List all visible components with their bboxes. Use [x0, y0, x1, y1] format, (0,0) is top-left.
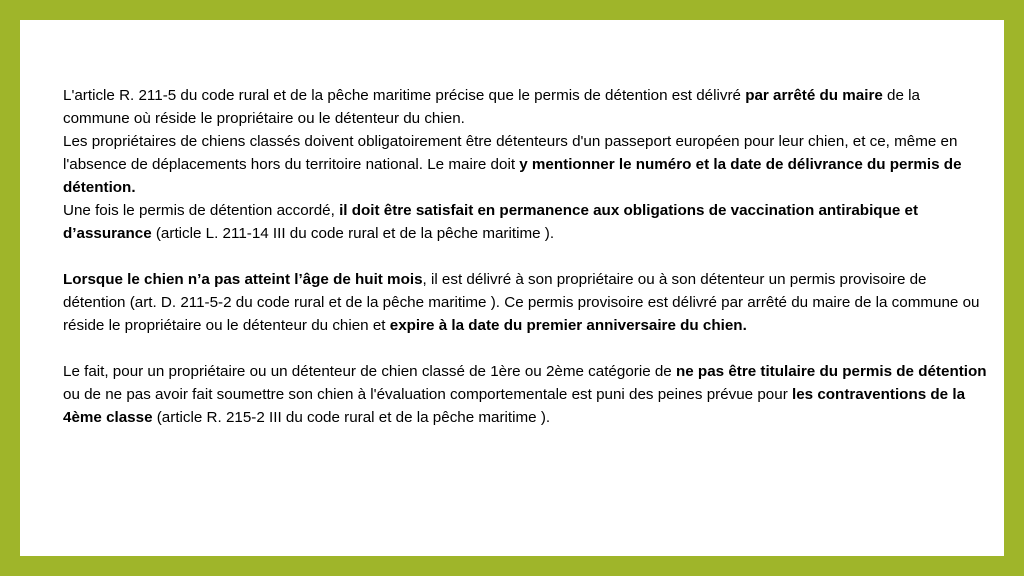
paragraph-penalty [63, 360, 988, 429]
text: , il est délivré à son propriétaire ou à son détenteur un permis provisoire de détention (art. D. 211-5-2 du code rural et de la pêche maritime ). Ce permis provisoire est délivré par arrêté du maire de la commune ou réside le propriétaire ou le détenteur du chien et [63, 271, 980, 334]
spacer [63, 245, 988, 268]
paragraph-provisional-permit [63, 268, 988, 337]
paragraph-obligations [63, 199, 988, 245]
spacer [63, 337, 988, 360]
bold-text: ne pas être titulaire du permis de détention [675, 363, 987, 380]
text: Les propriétaires de chiens classés doivent obligatoirement être détenteurs d'un passeport européen pour leur chien, et ce, même en l'absence de déplacements hors du territoire national. Le maire doit [63, 133, 958, 173]
bold-text: expire à la date du premier anniversaire du chien. [389, 317, 747, 334]
paragraph-passport [63, 130, 988, 199]
bold-text: par arrêté du maire [745, 87, 883, 104]
slide [20, 20, 1004, 556]
text-body [63, 84, 988, 429]
bold-text: y mentionner le numéro et la date de délivrance du permis de détention. [63, 156, 962, 196]
text: ou de ne pas avoir fait soumettre son chien à l'évaluation comportementale est puni des peines prévue pour [63, 386, 792, 403]
bold-text: les contraventions de la 4ème classe [63, 386, 966, 426]
text: L'article R. 211-5 du code rural et de la pêche maritime précise que le permis de détention est délivré [63, 87, 746, 104]
bold-text: Lorsque le chien n’a pas atteint l’âge de huit mois [63, 271, 423, 288]
text: Une fois le permis de détention accordé, [63, 202, 340, 219]
text: de la commune où réside le propriétaire ou le détenteur du chien. [63, 87, 920, 127]
bold-text: il doit être satisfait en permanence aux obligations de vaccination antirabique et d’assurance [63, 202, 919, 242]
text: (article R. 215-2 III du code rural et de la pêche maritime ). [152, 409, 551, 426]
text: (article L. 211-14 III du code rural et de la pêche maritime ). [151, 225, 555, 242]
text: Le fait, pour un propriétaire ou un détenteur de chien classé de 1ère ou 2ème catégorie de [63, 363, 676, 380]
paragraph-article-r211-5 [63, 84, 988, 130]
